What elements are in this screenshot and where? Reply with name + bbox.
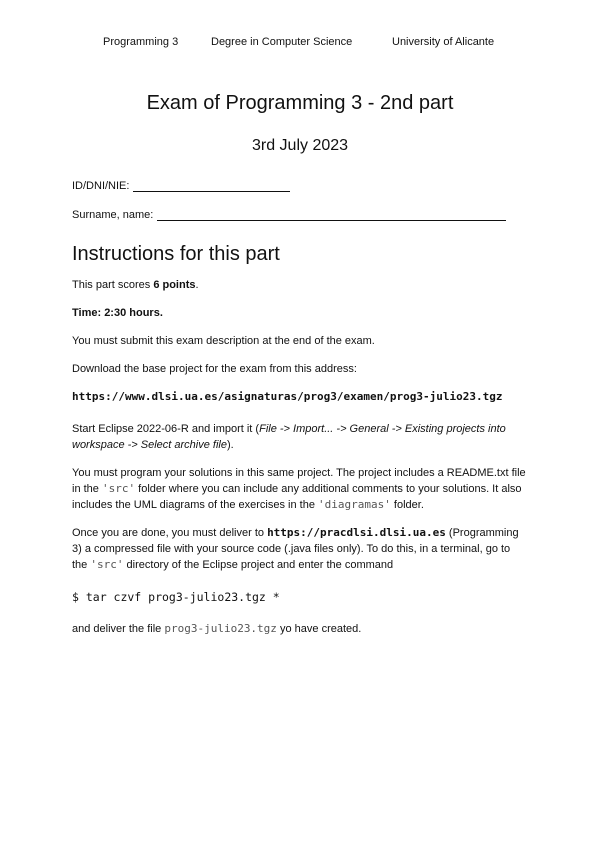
diagramas-folder-code: 'diagramas'	[318, 498, 391, 511]
exam-date: 3rd July 2023	[251, 137, 349, 154]
src-folder-code: 'src'	[101, 482, 136, 495]
final-file-code: prog3-julio23.tgz	[164, 622, 277, 635]
name-blank-line[interactable]	[157, 208, 506, 221]
exam-title: Exam of Programming 3 - 2nd part	[146, 92, 454, 114]
eclipse-paragraph: Start Eclipse 2022-06-R and import it (File -> Import... -> General -> Existing projects into workspace -> Select archive file).	[72, 423, 506, 451]
scores-value: 6 points	[153, 279, 196, 291]
download-url[interactable]: https://www.dlsi.ua.es/asignaturas/prog3/examen/prog3-julio23.tgz	[72, 390, 503, 403]
download-paragraph: Download the base project for the exam from this address:	[72, 363, 357, 375]
program-paragraph: You must program your solutions in this same project. The project includes a README.txt file in the 'src' folder where you can include any additional comments to your solutions. It also includes the UML diagrams of the exercises in the 'diagramas' folder.	[72, 467, 526, 511]
deliver-url[interactable]: https://pracdlsi.dlsi.ua.es	[267, 526, 446, 539]
header-degree: Degree in Computer Science	[211, 36, 353, 48]
eclipse-import-path: File -> Import... -> General -> Existing projects into workspace -> Select archive file	[72, 423, 506, 451]
src-dir-code: 'src'	[90, 558, 124, 571]
deliver-paragraph: Once you are done, you must deliver to https://pracdlsi.dlsi.ua.es (Programming 3) a compressed file with your source code (.java files only). To do this, in a terminal, go to the 'src' directory of the Eclipse project and enter the command	[72, 526, 519, 571]
scores-paragraph: This part scores 6 points.	[72, 279, 199, 291]
id-blank-line[interactable]	[133, 179, 290, 192]
submit-paragraph: You must submit this exam description at the end of the exam.	[72, 335, 375, 347]
header-course: Programming 3	[103, 36, 179, 48]
name-label: Surname, name:	[72, 209, 154, 221]
time-paragraph: Time: 2:30 hours.	[72, 307, 163, 319]
header-university: University of Alicante	[392, 36, 495, 48]
section-title: Instructions for this part	[72, 243, 280, 265]
id-label: ID/DNI/NIE:	[72, 180, 130, 192]
final-paragraph: and deliver the file prog3-julio23.tgz yo have created.	[72, 622, 362, 635]
instructions-body	[72, 277, 528, 649]
name-field	[72, 208, 506, 221]
tar-command: $ tar czvf prog3-julio23.tgz *	[72, 590, 280, 604]
id-field	[72, 179, 290, 192]
page-header	[0, 36, 600, 50]
